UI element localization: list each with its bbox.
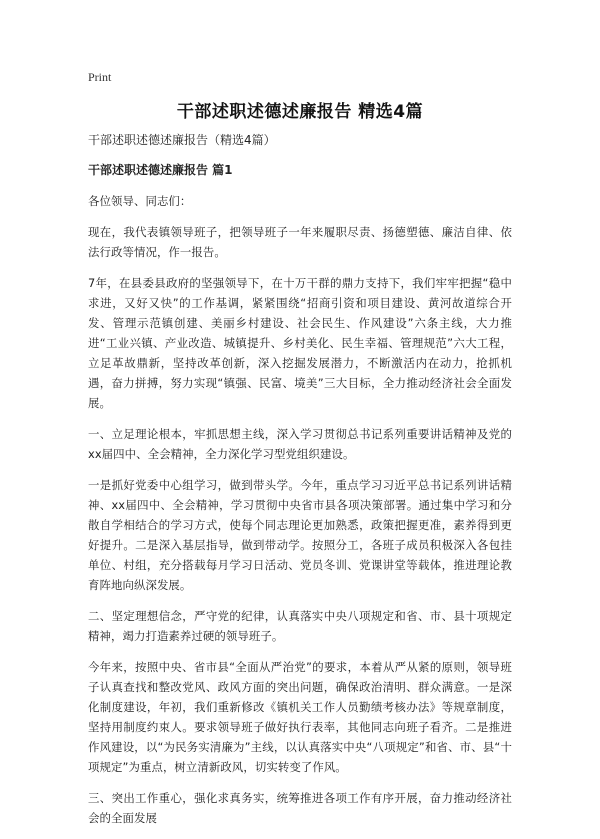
document-body xyxy=(88,131,512,839)
paragraph-section-two: 二、坚定理想信念，严守党的纪律，认真落实中央八项规定和省、市、县十项规定精神，竭力打造素养过硬的领导班子。 xyxy=(88,609,512,643)
paragraph-intro: 现在，我代表镇领导班子，把领导班子一年来履职尽责、扬德塑德、廉洁自律、依法行政等情况，作一报告。 xyxy=(88,225,512,259)
paragraph-section-one: 一、立足理论根本，牢抓思想主线，深入学习贯彻总书记系列重要讲话精神及党的xx届四中、全会精神，全力深化学习型党组织建设。 xyxy=(88,427,512,461)
section-heading: 干部述职述德述廉报告 篇1 xyxy=(88,163,233,177)
document-subtitle: 干部述职述德述廉报告（精选4篇） xyxy=(88,133,276,147)
document-title: 干部述职述德述廉报告 精选4篇 xyxy=(176,102,424,122)
paragraph-discipline: 今年来，按照中央、省市县“全面从严治党”的要求，本着从严从紧的原则，领导班子认真查找和整改党风、政风方面的突出问题，确保政治清明、群众满意。一是深化制度建设，年初，我们重新修改《镇机关工作人员勤绩考核办法》等规章制度，坚持用制度约束人。要求领导班子做好执行表率，其他同志向班子看齐。二是推进作风建设，以“为民务实清廉为”主线，以认真落实中央“八项规定”和省、市、县“十项规定”为重点，树立清新政风，切实转变了作风。 xyxy=(88,660,512,774)
paragraph-section-three: 三、突出工作重心，强化求真务实，统筹推进各项工作有序开展，奋力推动经济社会的全面发展 xyxy=(88,791,512,825)
print-label[interactable]: Print xyxy=(88,70,112,84)
paragraph-overview: 7年，在县委县政府的坚强领导下，在十万干群的鼎力支持下，我们牢牢把握“稳中求进，又好又快”的工作基调，紧紧围绕“招商引资和项目建设、黄河故道综合开发、管理示范镇创建、美丽乡村建设、社会民生、作风建设”六条主线，大力推进“工业兴镇、产业改造、城镇提升、乡村美化、民生幸福、管理规范”六大工程，立足革故鼎新，坚持改革创新，深入挖掘发展潜力，不断激活内在动力，抢抓机遇，奋力拼搏，努力实现“镇强、民富、境美”三大目标，全力推动经济社会全面发展。 xyxy=(88,276,512,410)
paragraph-salutation: 各位领导、同志们： xyxy=(88,194,192,208)
paragraph-study: 一是抓好党委中心组学习，做到带头学。今年，重点学习习近平总书记系列讲话精神、xx届四中、全会精神，学习贯彻中央省市县各项决策部署。通过集中学习和分散自学相结合的学习方式，使每个同志理论更加熟悉，政策把握更准，素养得到更好提升。二是深入基层指导，做到带动学。按照分工，各班子成员积极深入各包挂单位、村组，充分搭载每月学习日活动、党员冬训、党课讲堂等载体，推进理论教育阵地向纵深发展。 xyxy=(88,478,512,592)
